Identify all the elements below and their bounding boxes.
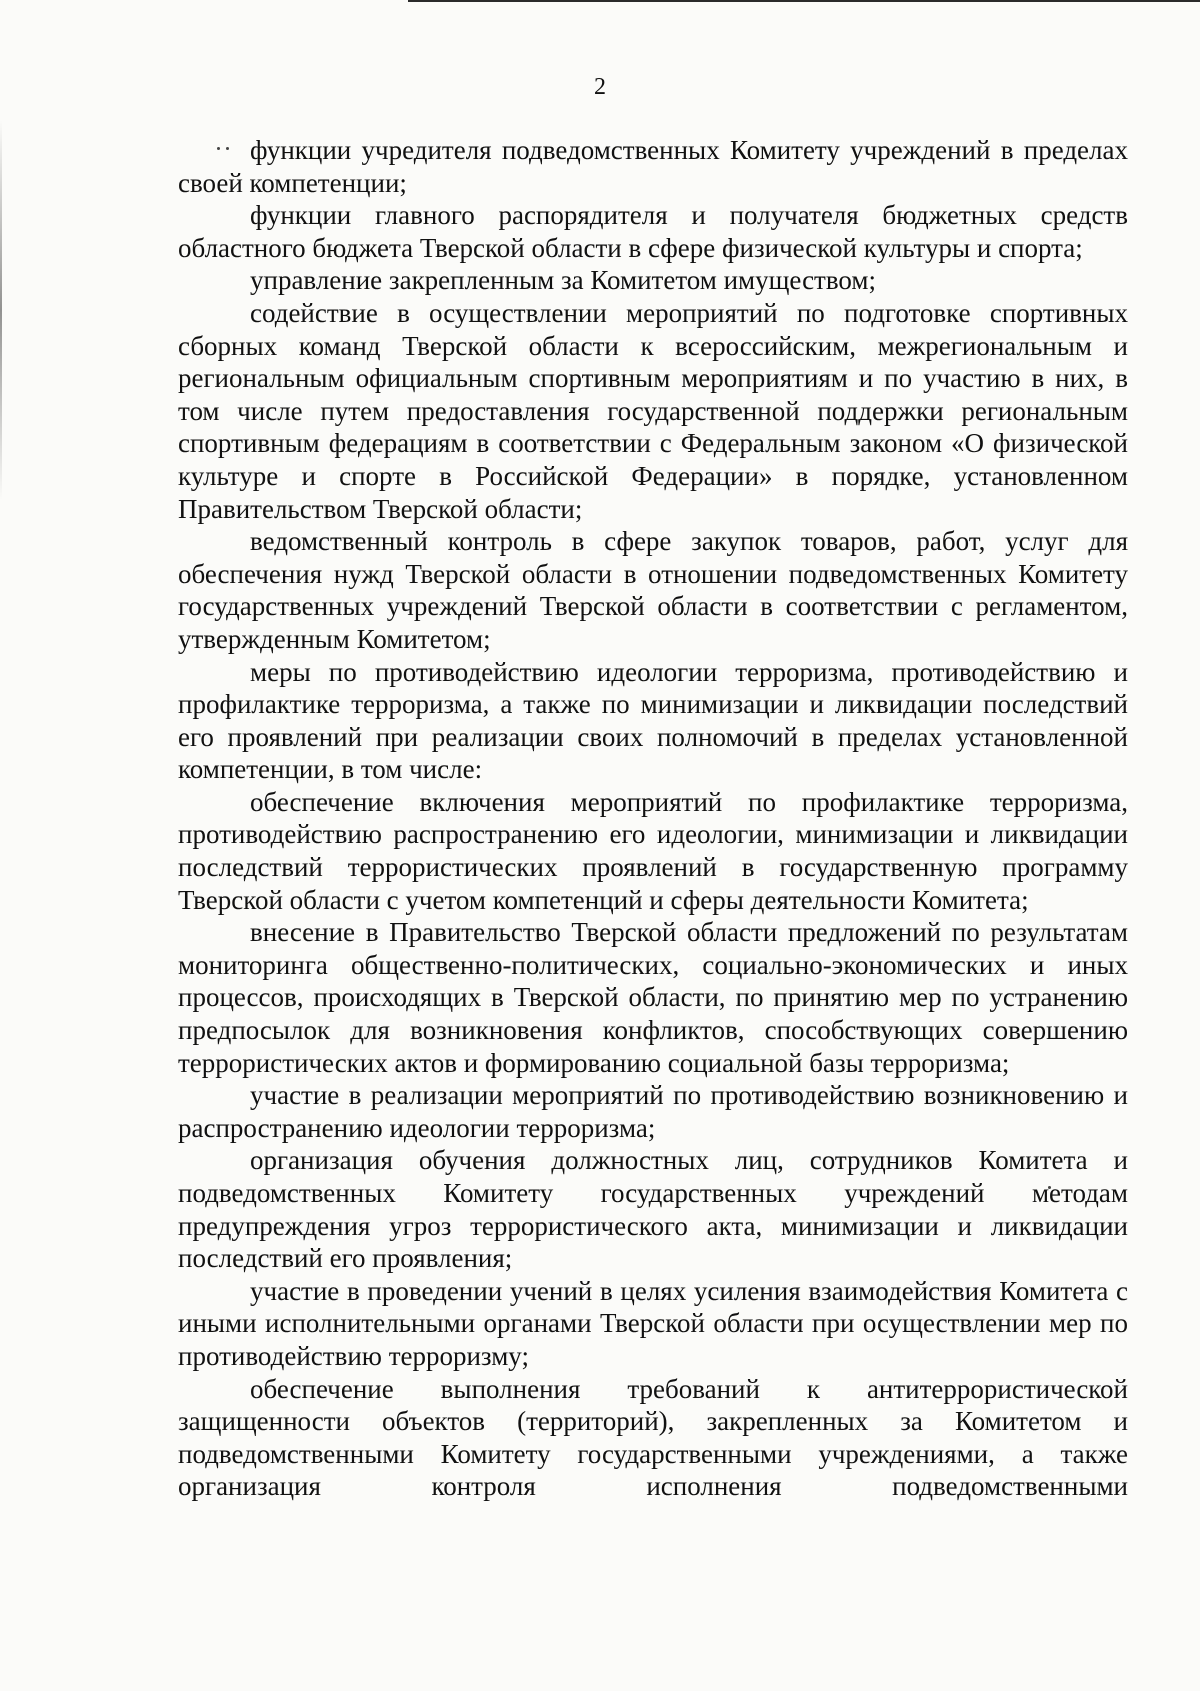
scan-border-top: [408, 0, 1200, 2]
paragraph: функции учредителя подведомственных Комитету учреждений в пределах своей компетенции;: [178, 135, 1128, 198]
paragraph: участие в проведении учений в целях усиления взаимодействия Комитета с иными исполнительными органами Тверской области при осуществлении мер по противодействию терроризму;: [178, 1275, 1128, 1371]
paragraph: управление закрепленным за Комитетом имуществом;: [250, 265, 876, 296]
paragraph: внесение в Правительство Тверской области предложений по результатам мониторинга общественно-политических, социально-экономических и иных процессов, происходящих в Тверской области, по принятию мер по устранению предпосылок для возникновения конфликтов, способствующих совершению террористических актов и формированию социальной базы терроризма;: [178, 917, 1128, 1078]
paragraph: меры по противодействию идеологии терроризма, противодействию и профилактике терроризма, а также по минимизации и ликвидации последствий его проявлений при реализации своих полномочий в пределах установленной компетенции, в том числе:: [178, 656, 1128, 785]
paragraph: организация обучения должностных лиц, сотрудников Комитета и подведомственных Комитету государственных учреждений методам предупреждения угроз террористического акта, минимизации и ликвидации последствий его проявления;: [178, 1145, 1128, 1274]
scan-border-left: [0, 120, 2, 500]
paragraph: участие в реализации мероприятий по противодействию возникновению и распространению идеологии терроризма;: [178, 1080, 1128, 1143]
paragraph: ведомственный контроль в сфере закупок товаров, работ, услуг для обеспечения нужд Тверской области в отношении подведомственных Комитету государственных учреждений Тверской области в соответствии с регламентом, утвержденным Комитетом;: [178, 526, 1128, 654]
paragraph: обеспечение включения мероприятий по профилактике терроризма, противодействию распространению его идеологии, минимизации и ликвидации последствий террористических проявлений в государственную программу Тверской области с учетом компетенций и сферы деятельности Комитета;: [178, 786, 1128, 915]
paragraph: функции главного распорядителя и получателя бюджетных средств областного бюджета Тверской области в сфере физической культуры и спорта;: [178, 200, 1128, 263]
paragraph: содействие в осуществлении мероприятий по подготовке спортивных сборных команд Тверской области к всероссийским, межрегиональным и региональным официальным спортивным мероприятиям и по участию в них, в том числе путем предоставления государственной поддержки региональным спортивным федерациям в соответствии с Федеральным законом «О физической культуре и спорте в Российской Федерации» в порядке, установленном Правительством Тверской области;: [178, 297, 1128, 524]
paragraph: обеспечение выполнения требований к антитеррористической защищенности объектов (территорий), закрепленных за Комитетом и подведомственными Комитету государственными учреждениями, а также организация контроля исполнения подведомственными: [178, 1373, 1128, 1502]
document-body: [178, 134, 1128, 1503]
page-number: 2: [594, 74, 606, 100]
